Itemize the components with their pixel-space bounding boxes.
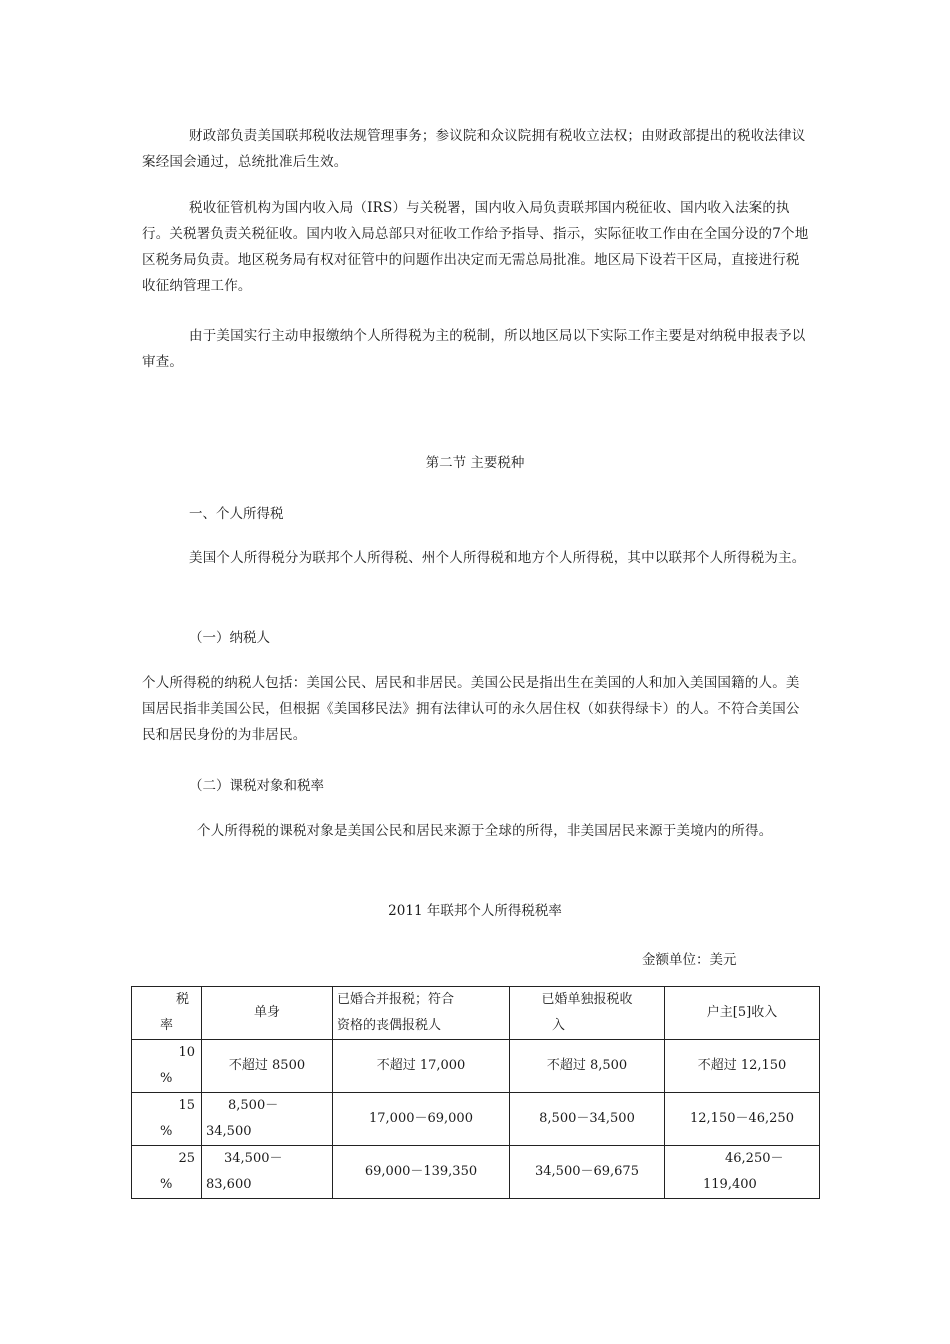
paragraph-income-tax: 美国个人所得税分为联邦个人所得税、州个人所得税和地方个人所得税，其中以联邦个人所得税为主。 [189, 550, 806, 566]
rate-value: 25 [178, 1151, 195, 1166]
paragraph-tax-object: 个人所得税的课税对象是美国公民和居民来源于全球的所得，非美国居民来源于美境内的所得。 [197, 823, 773, 839]
head-line1: 12,150－46,250 [690, 1111, 794, 1126]
table-row [132, 1146, 820, 1199]
heading-tax-object: （二）课税对象和税率 [189, 778, 324, 794]
single-line2: 34,500 [206, 1124, 252, 1139]
joint-cell: 17,000－69,000 [333, 1093, 510, 1146]
rate-percent: % [160, 1071, 173, 1086]
rate-cell [132, 1146, 202, 1199]
single-cell [202, 1146, 333, 1199]
head-line2: 119,400 [703, 1177, 757, 1192]
table-row [132, 1093, 820, 1146]
single-line1: 8,500－ [228, 1098, 279, 1113]
header-separate-line2: 入 [552, 1018, 566, 1033]
heading-income-tax: 一、个人所得税 [189, 506, 284, 522]
table-row [132, 1040, 820, 1093]
rate-value: 10 [178, 1045, 195, 1060]
head-cell [665, 1040, 820, 1093]
header-head-of-household: 户主[5]收入 [665, 987, 820, 1040]
paragraph-finance-ministry: 财政部负责美国联邦税收法规管理事务；参议院和众议院拥有税收立法权；由财政部提出的税收法律议案经国会通过，总统批准后生效。 [142, 128, 806, 170]
header-rate-part1: 税 [175, 992, 189, 1007]
separate-cell: 8,500－34,500 [510, 1093, 665, 1146]
header-rate [132, 987, 202, 1040]
header-single: 单身 [202, 987, 333, 1040]
heading-taxpayer: （一）纳税人 [189, 630, 270, 646]
paragraph-irs: 税收征管机构为国内收入局（IRS）与关税署，国内收入局负责联邦国内税征收、国内收入法案的执行。关税署负责关税征收。国内收入局总部只对征收工作给予指导、指示，实际征收工作由在全国分设的7个地区税务局负责。地区税务局有权对征管中的问题作出决定而无需总局批准。地区局下设若干区局，直接进行税收征纳管理工作。 [142, 200, 809, 294]
head-line1: 46,250－ [725, 1151, 784, 1166]
header-joint [333, 987, 510, 1040]
header-separate [510, 987, 665, 1040]
header-joint-line1: 已婚合并报税；符合 [337, 992, 455, 1007]
header-joint-line2: 资格的丧偶报税人 [337, 1018, 442, 1033]
rate-value: 15 [178, 1098, 195, 1113]
table-header-row [132, 987, 820, 1040]
section-title: 第二节 主要税种 [425, 455, 525, 471]
rate-percent: % [160, 1124, 173, 1139]
rate-percent: % [160, 1177, 173, 1192]
separate-cell: 不超过 8,500 [510, 1040, 665, 1093]
header-rate-part2: 率 [160, 1018, 174, 1033]
joint-cell: 不超过 17,000 [333, 1040, 510, 1093]
rate-cell [132, 1093, 202, 1146]
header-separate-line1: 已婚单独报税收 [541, 992, 633, 1007]
single-line1: 不超过 8500 [228, 1058, 306, 1073]
joint-cell: 69,000－139,350 [333, 1146, 510, 1199]
separate-cell: 34,500－69,675 [510, 1146, 665, 1199]
single-cell [202, 1040, 333, 1093]
head-cell [665, 1146, 820, 1199]
tax-rate-table [131, 986, 820, 1199]
rate-cell [132, 1040, 202, 1093]
single-cell [202, 1093, 333, 1146]
paragraph-self-assessment: 由于美国实行主动申报缴纳个人所得税为主的税制，所以地区局以下实际工作主要是对纳税申报表予以审查。 [142, 328, 806, 370]
paragraph-taxpayer: 个人所得税的纳税人包括：美国公民、居民和非居民。美国公民是指出生在美国的人和加入美国国籍的人。美国居民指非美国公民，但根据《美国移民法》拥有法律认可的永久居住权（如获得绿卡）的人。不符合美国公民和居民身份的为非居民。 [142, 675, 800, 743]
head-cell [665, 1093, 820, 1146]
table-title: 2011 年联邦个人所得税税率 [388, 903, 562, 919]
unit-note: 金额单位：美元 [642, 952, 737, 968]
head-line1: 不超过 12,150 [697, 1058, 787, 1073]
single-line1: 34,500－ [224, 1151, 283, 1166]
single-line2: 83,600 [206, 1177, 252, 1192]
